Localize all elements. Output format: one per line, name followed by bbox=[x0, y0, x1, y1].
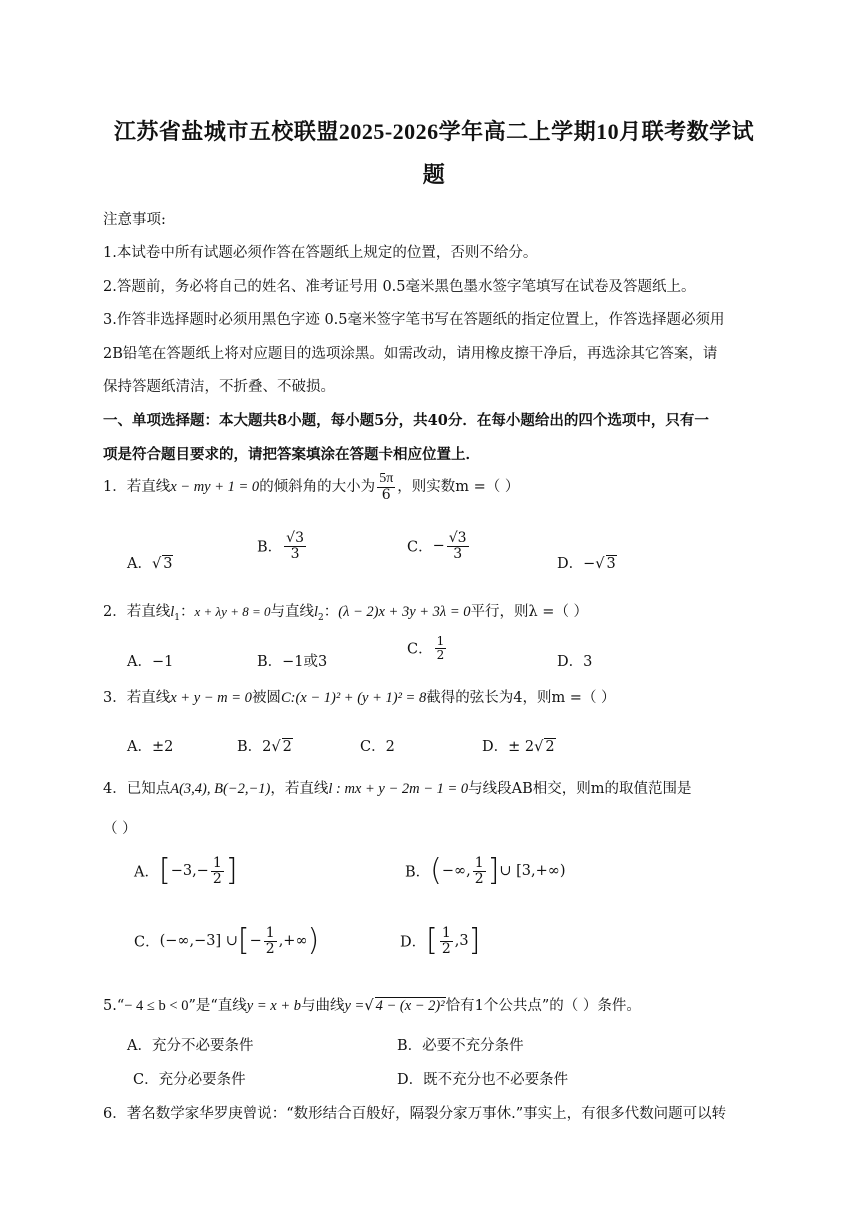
exam-title-line2: 题 bbox=[422, 162, 446, 187]
q4-option-c[interactable]: C．(−∞,−3] ∪[− $\frac{1}{2}$ ,+∞) bbox=[134, 923, 320, 959]
q5-option-d[interactable]: D．既不充分也不必要条件 bbox=[397, 1072, 569, 1088]
q1-angle-fraction: $\frac{5\pi}{6}$ bbox=[379, 471, 394, 503]
q1-option-c[interactable]: C．− $\frac{√3}{3}$ bbox=[407, 530, 467, 562]
note-1: 1.本试卷中所有试题必须作答在答题纸上规定的位置，否则不给分。 bbox=[103, 245, 538, 261]
question-4-stem: 4．已知点A(3,4), B(−2,−1)，若直线l : mx + y − 2m − 1 = 0与线段AB相交，则m的取值范围是 bbox=[103, 781, 692, 797]
q2-option-c[interactable]: C． $\frac{1}{2}$ bbox=[407, 634, 445, 662]
q5-option-a[interactable]: A．充分不必要条件 bbox=[127, 1038, 254, 1054]
question-6-stem: 6．著名数学家华罗庚曾说：“数形结合百般好，隔裂分家万事休.”事实上，有很多代数问题可以转 bbox=[103, 1106, 727, 1122]
note-3-line2: 2B铅笔在答题纸上将对应题目的选项涂黑。如需改动，请用橡皮擦干净后，再选涂其它答案，请 bbox=[103, 346, 718, 362]
q4-option-a[interactable]: A．[−3,− $\frac{1}{2}$ ] bbox=[134, 853, 238, 889]
note-2: 2.答题前，务必将自己的姓名、准考证号用 0.5毫米黑色墨水签字笔填写在试卷及答题纸上。 bbox=[103, 279, 696, 295]
note-3-line1: 3.作答非选择题时必须用黑色字迹 0.5毫米签字笔书写在答题纸的指定位置上，作答选择题必须用 bbox=[103, 312, 725, 328]
question-2-stem: 2．若直线$l_1$：x + λy + 8 = 0与直线$l_2$：(λ − 2)x + 3y + 3λ = 0平行，则λ =（ ） bbox=[103, 604, 589, 623]
section-heading-line1: 一、单项选择题：本大题共8小题，每小题5分，共40分．在每小题给出的四个选项中，只有一 bbox=[103, 412, 709, 429]
q1-option-b[interactable]: B． $\frac{√3}{3}$ bbox=[257, 530, 304, 562]
question-4-paren: （ ） bbox=[103, 821, 137, 837]
q2-option-b[interactable]: B．−1或3 bbox=[257, 654, 328, 670]
section-heading-line2: 项是符合题目要求的，请把答案填涂在答题卡相应位置上． bbox=[103, 446, 480, 463]
q4-option-d[interactable]: D．[ $\frac{1}{2}$ ,3] bbox=[400, 923, 481, 959]
q1-option-a[interactable]: A．√ 3 bbox=[127, 556, 173, 572]
q5-option-c[interactable]: C．充分必要条件 bbox=[133, 1072, 246, 1088]
notes-heading: 注意事项: bbox=[103, 212, 166, 228]
exam-title-line1: 江苏省盐城市五校联盟2025-2026学年高二上学期10月联考数学试 bbox=[113, 119, 755, 144]
q2-option-a[interactable]: A．−1 bbox=[127, 654, 174, 670]
question-1-stem: 1．若直线x − my + 1 = 0的倾斜角的大小为 $\frac{5\pi}{6}$ ，则实数m =（ ） bbox=[103, 471, 520, 503]
q3-option-b[interactable]: B．2√ 2 bbox=[237, 739, 292, 755]
question-3-stem: 3．若直线x + y − m = 0被圆C:(x − 1)² + (y + 1)² = 8截得的弦长为4，则m =（ ） bbox=[103, 690, 616, 706]
q4-option-b[interactable]: B．(−∞, $\frac{1}{2}$ ]∪ [3,+∞) bbox=[405, 853, 566, 889]
question-5-stem: 5.“− 4 ≤ b < 0”是“直线y = x + b与曲线y =√ 4 − (x − 2)²恰有1个公共点”的（ ）条件。 bbox=[103, 998, 641, 1014]
q3-option-c[interactable]: C．2 bbox=[360, 739, 395, 755]
q5-option-b[interactable]: B．必要不充分条件 bbox=[397, 1038, 524, 1054]
q2-option-d[interactable]: D．3 bbox=[557, 654, 593, 670]
q3-option-d[interactable]: D．± 2√ 2 bbox=[482, 739, 555, 755]
q3-option-a[interactable]: A．±2 bbox=[127, 739, 174, 755]
q1-option-d[interactable]: D．−√ 3 bbox=[557, 556, 616, 572]
note-3-line3: 保持答题纸清洁，不折叠、不破损。 bbox=[103, 379, 335, 395]
